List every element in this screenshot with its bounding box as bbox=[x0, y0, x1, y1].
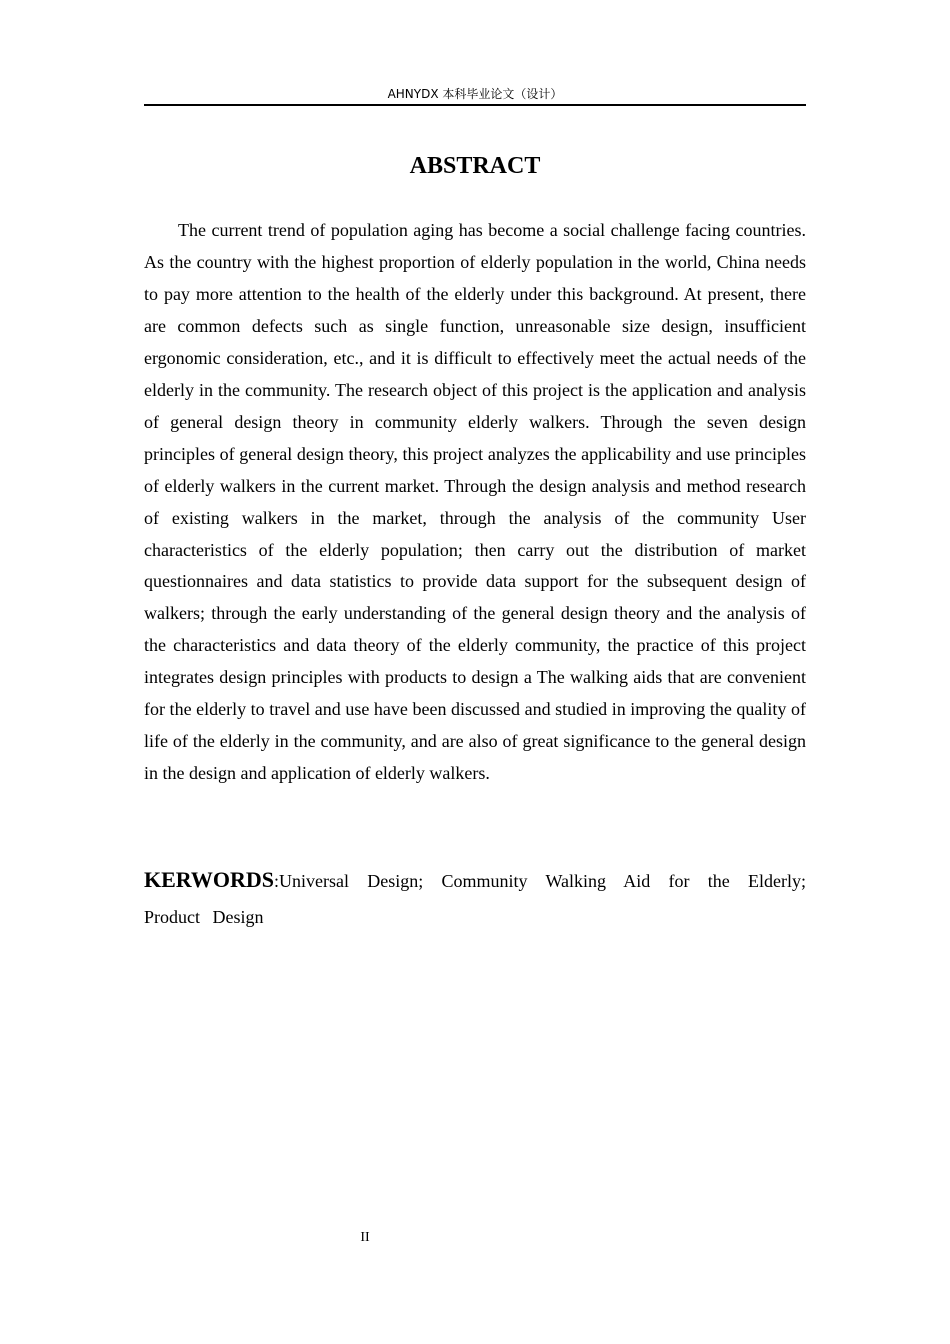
abstract-body: The current trend of population aging has become a social challenge facing countries. As the country with the highest proportion of elderly population in the world, China needs to pay more attention to the health of the elderly under this background. At present, there are common defects such as single function, unreasonable size design, insufficient ergonomic consideration, etc., and it is difficult to effectively meet the actual needs of the elderly in the community. The research object of this project is the application and analysis of general design theory in community elderly walkers. Through the seven design principles of general design theory, this project analyzes the applicability and use principles of elderly walkers in the current market. Through the design analysis and method research of existing walkers in the market, through the analysis of the community User characteristics of the elderly population; then carry out the distribution of market questionnaires and data statistics to provide data support for the subsequent design of walkers; through the early understanding of the general design theory and the analysis of the characteristics and data theory of the elderly community, the practice of this project integrates design principles with products to design a The walking aids that are convenient for the elderly to travel and use have been discussed and studied in improving the quality of life of the elderly in the community, and are also of great significance to the general design in the design and application of elderly walkers. bbox=[144, 220, 806, 784]
running-header: AHNYDX 本科毕业论文（设计） bbox=[387, 87, 563, 101]
keywords-text: Universal Design; Community Walking Aid for the Elderly; Product Design bbox=[144, 871, 806, 927]
keywords-line bbox=[144, 862, 806, 935]
abstract-title: ABSTRACT bbox=[409, 153, 541, 179]
page-number: II bbox=[360, 1230, 370, 1245]
keywords-label: KERWORDS bbox=[144, 867, 275, 892]
header-rule bbox=[144, 104, 806, 106]
keywords-separator: : bbox=[274, 871, 280, 891]
